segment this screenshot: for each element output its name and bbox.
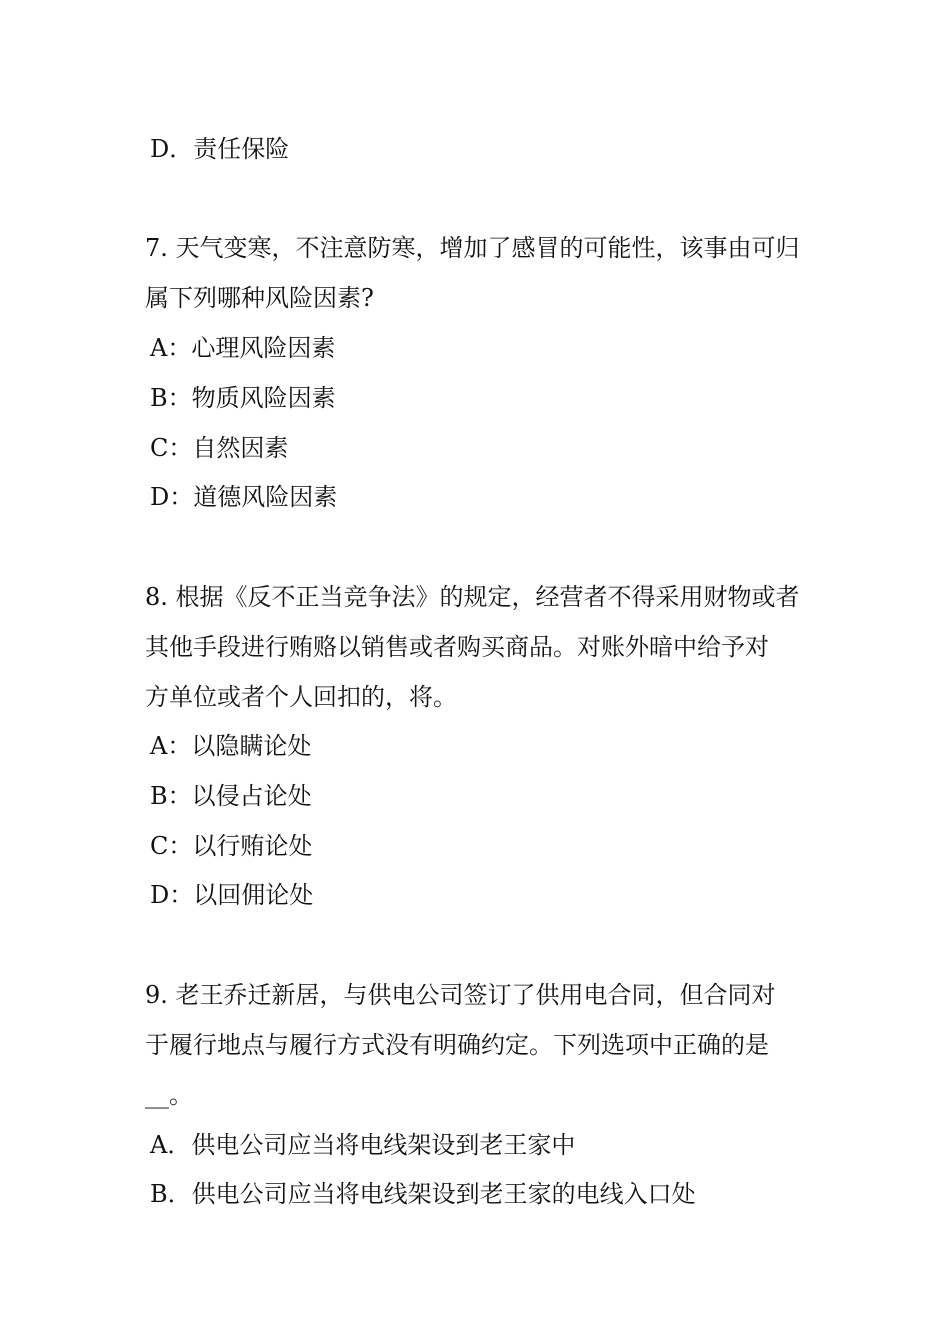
q9-stem-line-1: 9. 老王乔迁新居，与供电公司签订了供用电合同，但合同对: [145, 981, 776, 1009]
q8-stem-line-2: 其他手段进行贿赂以销售或者购买商品。对账外暗中给予对: [145, 633, 769, 661]
q7-option-b: B：物质风险因素: [150, 384, 336, 412]
q9-option-b: B．供电公司应当将电线架设到老王家的电线入口处: [150, 1180, 696, 1208]
q6-option-d: D．责任保险: [150, 135, 290, 163]
q9-stem-line-3: __。: [145, 1081, 193, 1109]
q8-stem-line-3: 方单位或者个人回扣的，将。: [145, 683, 457, 711]
q8-stem-line-1: 8. 根据《反不正当竞争法》的规定，经营者不得采用财物或者: [145, 583, 800, 611]
q8-option-b: B：以侵占论处: [150, 782, 312, 810]
q8-option-c: C：以行贿论处: [150, 832, 313, 860]
q8-option-a: A：以隐瞒论处: [150, 732, 312, 760]
q7-option-a: A：心理风险因素: [150, 334, 336, 362]
q7-option-c: C：自然因素: [150, 434, 289, 462]
q9-stem-line-2: 于履行地点与履行方式没有明确约定。下列选项中正确的是: [145, 1031, 769, 1059]
q8-option-d: D：以回佣论处: [150, 881, 314, 909]
q7-option-d: D：道德风险因素: [150, 483, 338, 511]
q7-stem-line-1: 7. 天气变寒，不注意防寒，增加了感冒的可能性，该事由可归: [145, 234, 800, 262]
q9-option-a: A．供电公司应当将电线架设到老王家中: [150, 1131, 576, 1159]
q7-stem-line-2: 属下列哪种风险因素?: [145, 284, 374, 312]
